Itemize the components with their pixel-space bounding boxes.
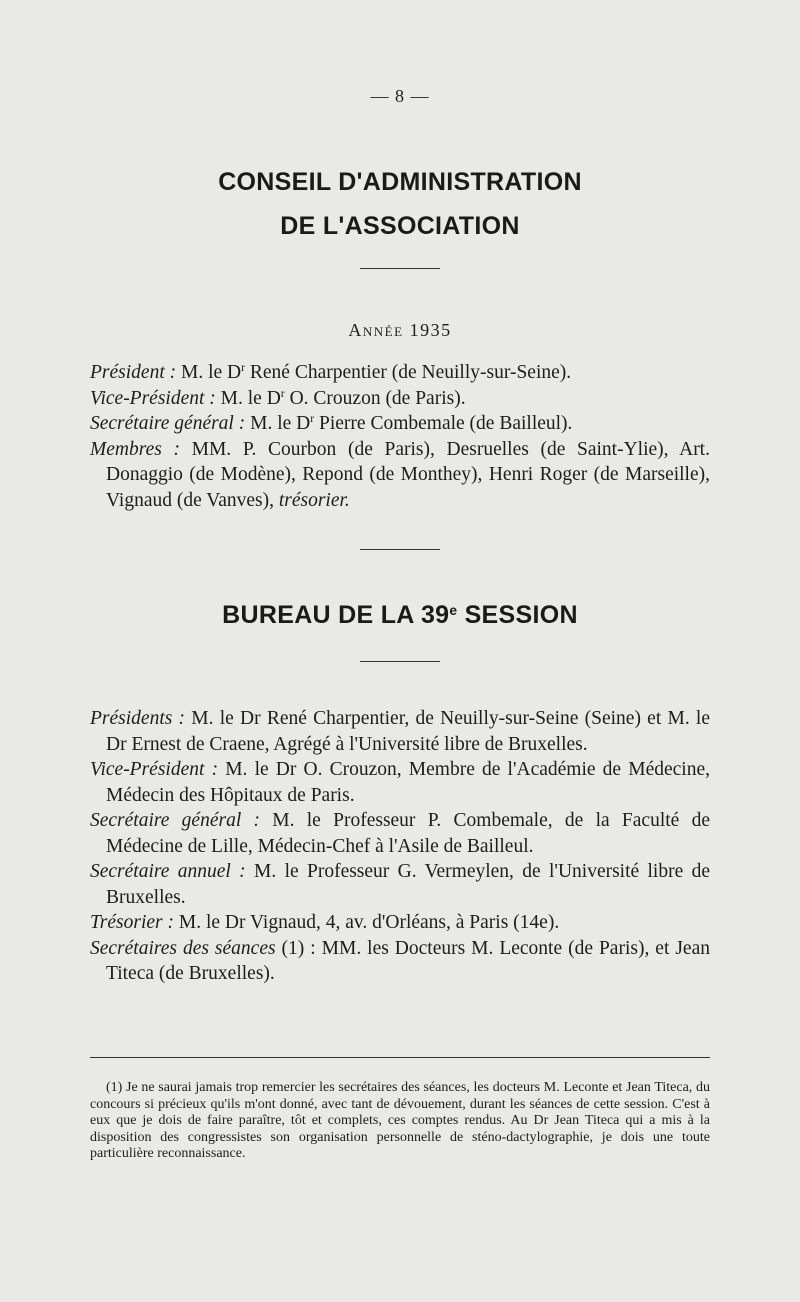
entry-presidents: Présidents : M. le Dr René Charpentier, de Neuilly-sur-Seine (Seine) et M. le Dr Ernest de Craene, Agrégé à l'Université libre de Bruxelles. (90, 708, 710, 755)
footnote: (1) Je ne saurai jamais trop remercier les secrétaires des séances, les docteurs M. Leconte et Jean Titeca, du concours si précieux qu'ils m'ont donné, avec tant de dévouement, durant les séances de cette session. C'est à eux que je dois de faire paraître, tôt et complets, ces comptes rendus. Au Dr Jean Titeca qui a mis à la disposition des congressistes son organisation personnelle de sténo-dactylographie, je dois une toute particulière reconnaissance. (90, 1080, 710, 1161)
bureau-title: BUREAU DE LA 39e SESSION (222, 601, 578, 629)
entry-secretaire-general: Secrétaire général : M. le Professeur P. Combemale, de la Faculté de Médecine de Lille, Médecin-Chef à l'Asile de Bailleul. (90, 810, 710, 857)
divider (360, 549, 440, 550)
entry-president: Président : M. le $D^r$ René Charpentier (de Neuilly-sur-Seine). (90, 360, 572, 383)
bureau-members (90, 706, 710, 987)
conseil-title-line2: DE L'ASSOCIATION (280, 212, 520, 240)
conseil-members (90, 360, 710, 513)
conseil-title-line1: CONSEIL D'ADMINISTRATION (218, 168, 582, 196)
entry-vice-president: Vice-Président : M. le $D^r$ O. Crouzon (de Paris). (90, 386, 466, 409)
page-number: — 8 — (370, 86, 430, 106)
entry-secretaires-des-seances: Secrétaires des séances (1) : MM. les Docteurs M. Leconte (de Paris), et Jean Titeca (de Bruxelles). (90, 937, 710, 984)
year-label: Année 1935 (348, 320, 452, 340)
divider (360, 268, 440, 269)
entry-secretaire-annuel: Secrétaire annuel : M. le Professeur G. Vermeylen, de l'Université libre de Bruxelles. (90, 861, 711, 908)
entry-membres: Membres : MM. P. Courbon (de Paris), Desruelles (de Saint-Ylie), Art. Donaggio (de Modène), Repond (de Monthey), Henri Roger (de Marseille), Vignaud (de Vanves), trésorier. (90, 438, 710, 511)
footnote-divider (90, 1057, 710, 1058)
entry-tresorier: Trésorier : M. le Dr Vignaud, 4, av. d'Orléans, à Paris (14e). (90, 912, 560, 933)
divider (360, 661, 440, 662)
entry-vice-president: Vice-Président : M. le Dr O. Crouzon, Membre de l'Académie de Médecine, Médecin des Hôpitaux de Paris. (90, 759, 710, 806)
entry-secretaire-general: Secrétaire général : M. le $D^r$ Pierre Combemale (de Bailleul). (90, 411, 573, 434)
